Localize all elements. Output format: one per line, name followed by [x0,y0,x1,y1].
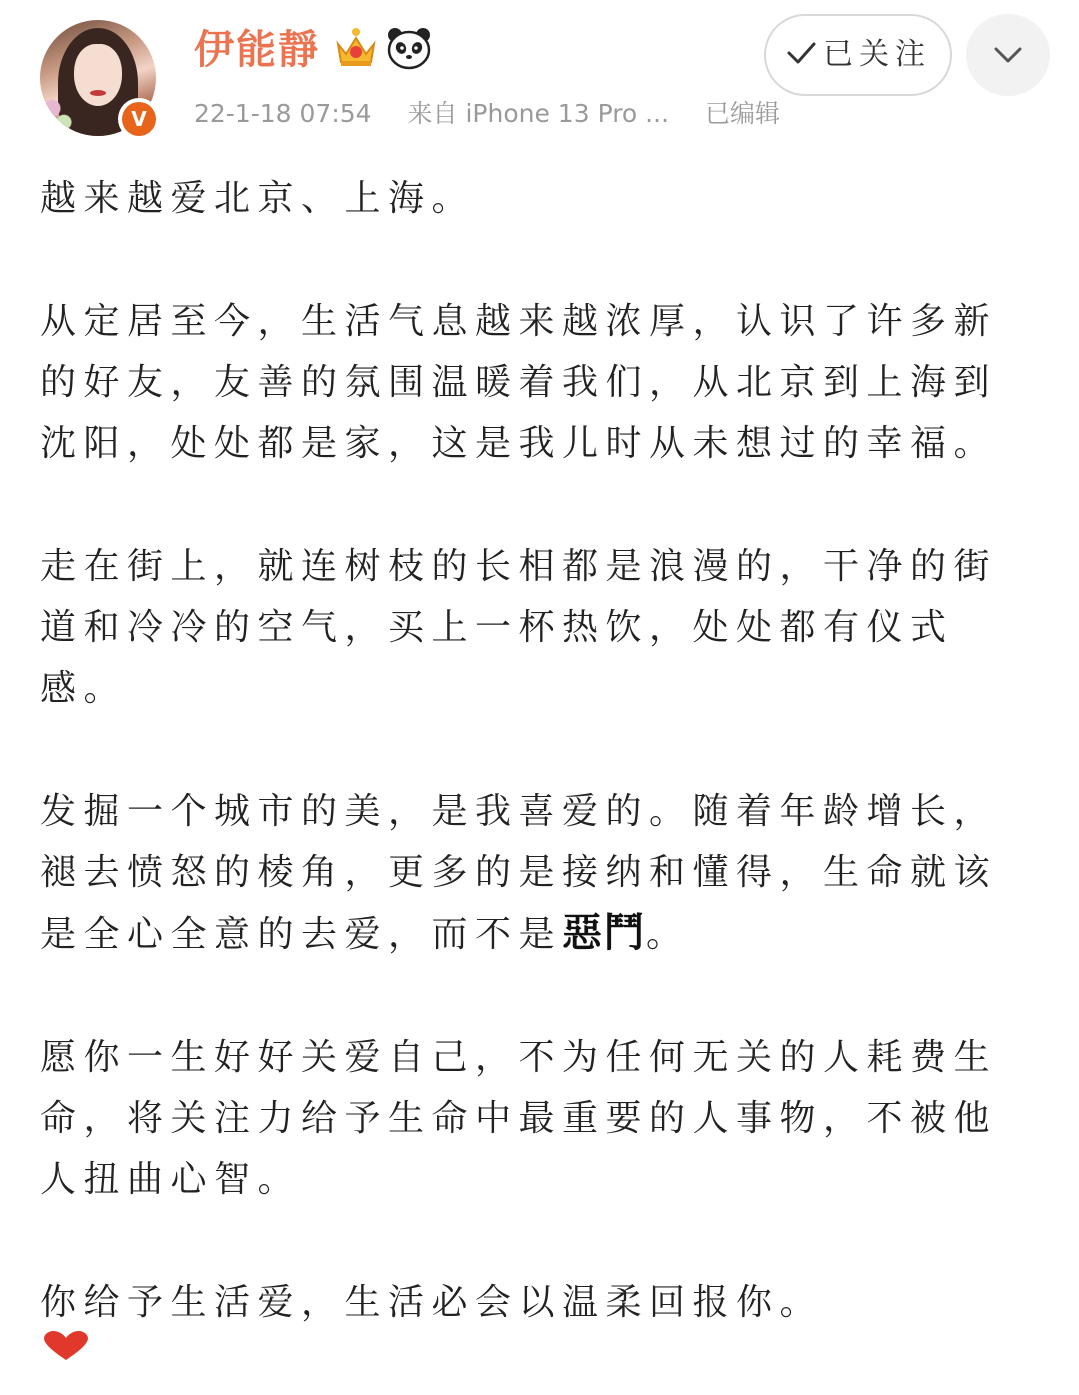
post-paragraph: 你给予生活爱，生活必会以温柔回报你。 [40,1282,824,1323]
avatar-flowers [40,90,80,136]
post-paragraph [40,781,1040,965]
follow-button-label: 已关注 [823,37,931,72]
verified-badge [118,98,160,140]
post-paragraph: 越来越爱北京、上海。 [40,178,476,219]
post-header [0,0,1079,150]
post-paragraph: 从定居至今，生活气息越来越浓厚，认识了许多新的好友，友善的氛围温暖着我们，从北京到上海到沈阳，处处都是家，这是我儿时从未想过的幸福。 [40,301,998,464]
author-name[interactable]: 伊能靜 [194,26,320,73]
like-icon[interactable] [38,1330,94,1360]
post-source[interactable]: 来自 iPhone 13 Pro ... [407,99,670,128]
avatar-lips [90,90,106,96]
panda-icon [386,26,432,70]
check-icon [785,37,817,69]
post-edited[interactable]: 已编辑 [704,99,780,128]
post-paragraph: 愿你一生好好关爱自己，不为任何无关的人耗费生命，将关注力给予生命中最重要的人事物，不被他人扭曲心智。 [40,1037,998,1200]
post-meta [194,94,808,134]
avatar-face [74,44,122,106]
post-paragraph-text: 发掘一个城市的美，是我喜爱的。随着年龄增长，褪去愤怒的棱角，更多的是接纳和懂得，生命就该是全心全意的去爱，而不是 [40,791,998,955]
follow-button[interactable] [764,14,952,96]
post-paragraph-end: 。 [646,914,690,955]
post-emphasis: 惡鬥 [562,910,647,956]
post-body [40,168,1040,1395]
crown-icon [334,26,378,70]
more-button[interactable] [966,14,1050,96]
chevron-down-icon [992,40,1024,70]
post-time: 22-1-18 07:54 [194,99,372,128]
post-paragraph: 走在街上，就连树枝的长相都是浪漫的，干净的街道和冷冷的空气，买上一杯热饮，处处都有仪式感。 [40,546,998,709]
verified-badge-label: V [122,102,156,136]
